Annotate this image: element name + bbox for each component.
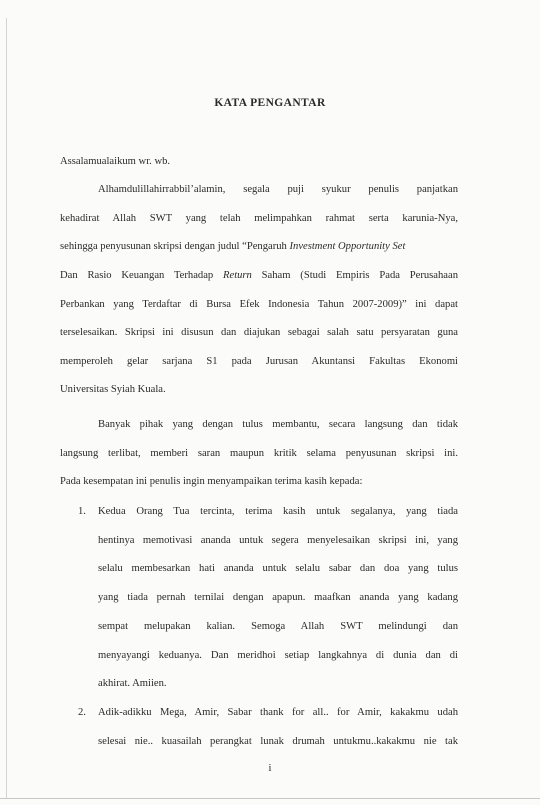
list-item-line: sempat melupakan kalian. Semoga Allah SWT melindungi dan (98, 621, 458, 632)
list-item-line: yang tiada pernah ternilai dengan apapun. maafkan ananda yang kadang (98, 592, 458, 603)
italic-term: Investment Opportunity Set (289, 241, 406, 252)
list-item-line: Adik-adikku Mega, Amir, Sabar thank for all.. for Amir, kakakmu udah (98, 707, 458, 718)
greeting: Assalamualaikum wr. wb. (60, 156, 171, 167)
scan-edge-left (6, 18, 7, 798)
text-segment: langsung terlibat, memberi saran maupun kritik selama penyusunan skripsi ini. (60, 448, 458, 459)
paragraph-line (60, 298, 458, 311)
paragraph-line (60, 355, 458, 368)
text-segment: Saham (Studi Empiris Pada Perusahaan (251, 270, 458, 281)
paragraph-line (60, 269, 458, 282)
paragraph-line (60, 240, 458, 253)
paragraph-line (60, 475, 458, 488)
paragraph-line (98, 183, 458, 196)
paragraph-line (60, 212, 458, 225)
text-segment: Banyak pihak yang dengan tulus membantu, secara langsung dan tidak (98, 419, 458, 430)
text-segment: Alhamdulillahirrabbil’alamin, segala puji syukur penulis panjatkan (98, 184, 458, 195)
text-segment: Pada kesempatan ini penulis ingin menyampaikan terima kasih kepada: (60, 476, 363, 487)
italic-term: Return (223, 270, 252, 281)
list-item-line: selalu membesarkan hati ananda untuk selalu sabar dan doa yang tulus (98, 563, 458, 574)
list-item-line: hentinya memotivasi ananda untuk segera menyelesaikan skripsi ini, yang (98, 535, 458, 546)
text-segment: Universitas Syiah Kuala. (60, 384, 166, 395)
list-number: 1. (78, 506, 86, 517)
list-item-line: menyayangi keduanya. Dan meridhoi setiap langkahnya di dunia dan di (98, 650, 458, 661)
paragraph-line (98, 418, 458, 431)
text-segment: sehingga penyusunan skripsi dengan judul “Pengaruh (60, 241, 290, 252)
list-item-line: selesai nie.. kuasailah perangkat lunak drumah untukmu..kakakmu nie tak (98, 736, 458, 747)
paragraph-line (60, 383, 458, 396)
list-item-line: akhirat. Amiien. (98, 678, 167, 689)
text-segment: Perbankan yang Terdaftar di Bursa Efek Indonesia Tahun 2007-2009)” ini dapat (60, 299, 458, 310)
paragraph-line (60, 326, 458, 339)
text-segment: Dan Rasio Keuangan Terhadap (60, 270, 224, 281)
text-segment: terselesaikan. Skripsi ini disusun dan diajukan sebagai salah satu persyaratan guna (60, 327, 458, 338)
list-item-line: Kedua Orang Tua tercinta, terima kasih untuk segalanya, yang tiada (98, 506, 458, 517)
text-segment: kehadirat Allah SWT yang telah melimpahkan rahmat serta karunia-Nya, (60, 213, 458, 224)
paragraph-line (60, 447, 458, 460)
page-number: i (268, 763, 272, 774)
scan-edge-bottom (0, 798, 540, 799)
text-segment: memperoleh gelar sarjana S1 pada Jurusan Akuntansi Fakultas Ekonomi (60, 356, 458, 367)
page-title: KATA PENGANTAR (214, 97, 326, 109)
list-number: 2. (78, 707, 86, 718)
